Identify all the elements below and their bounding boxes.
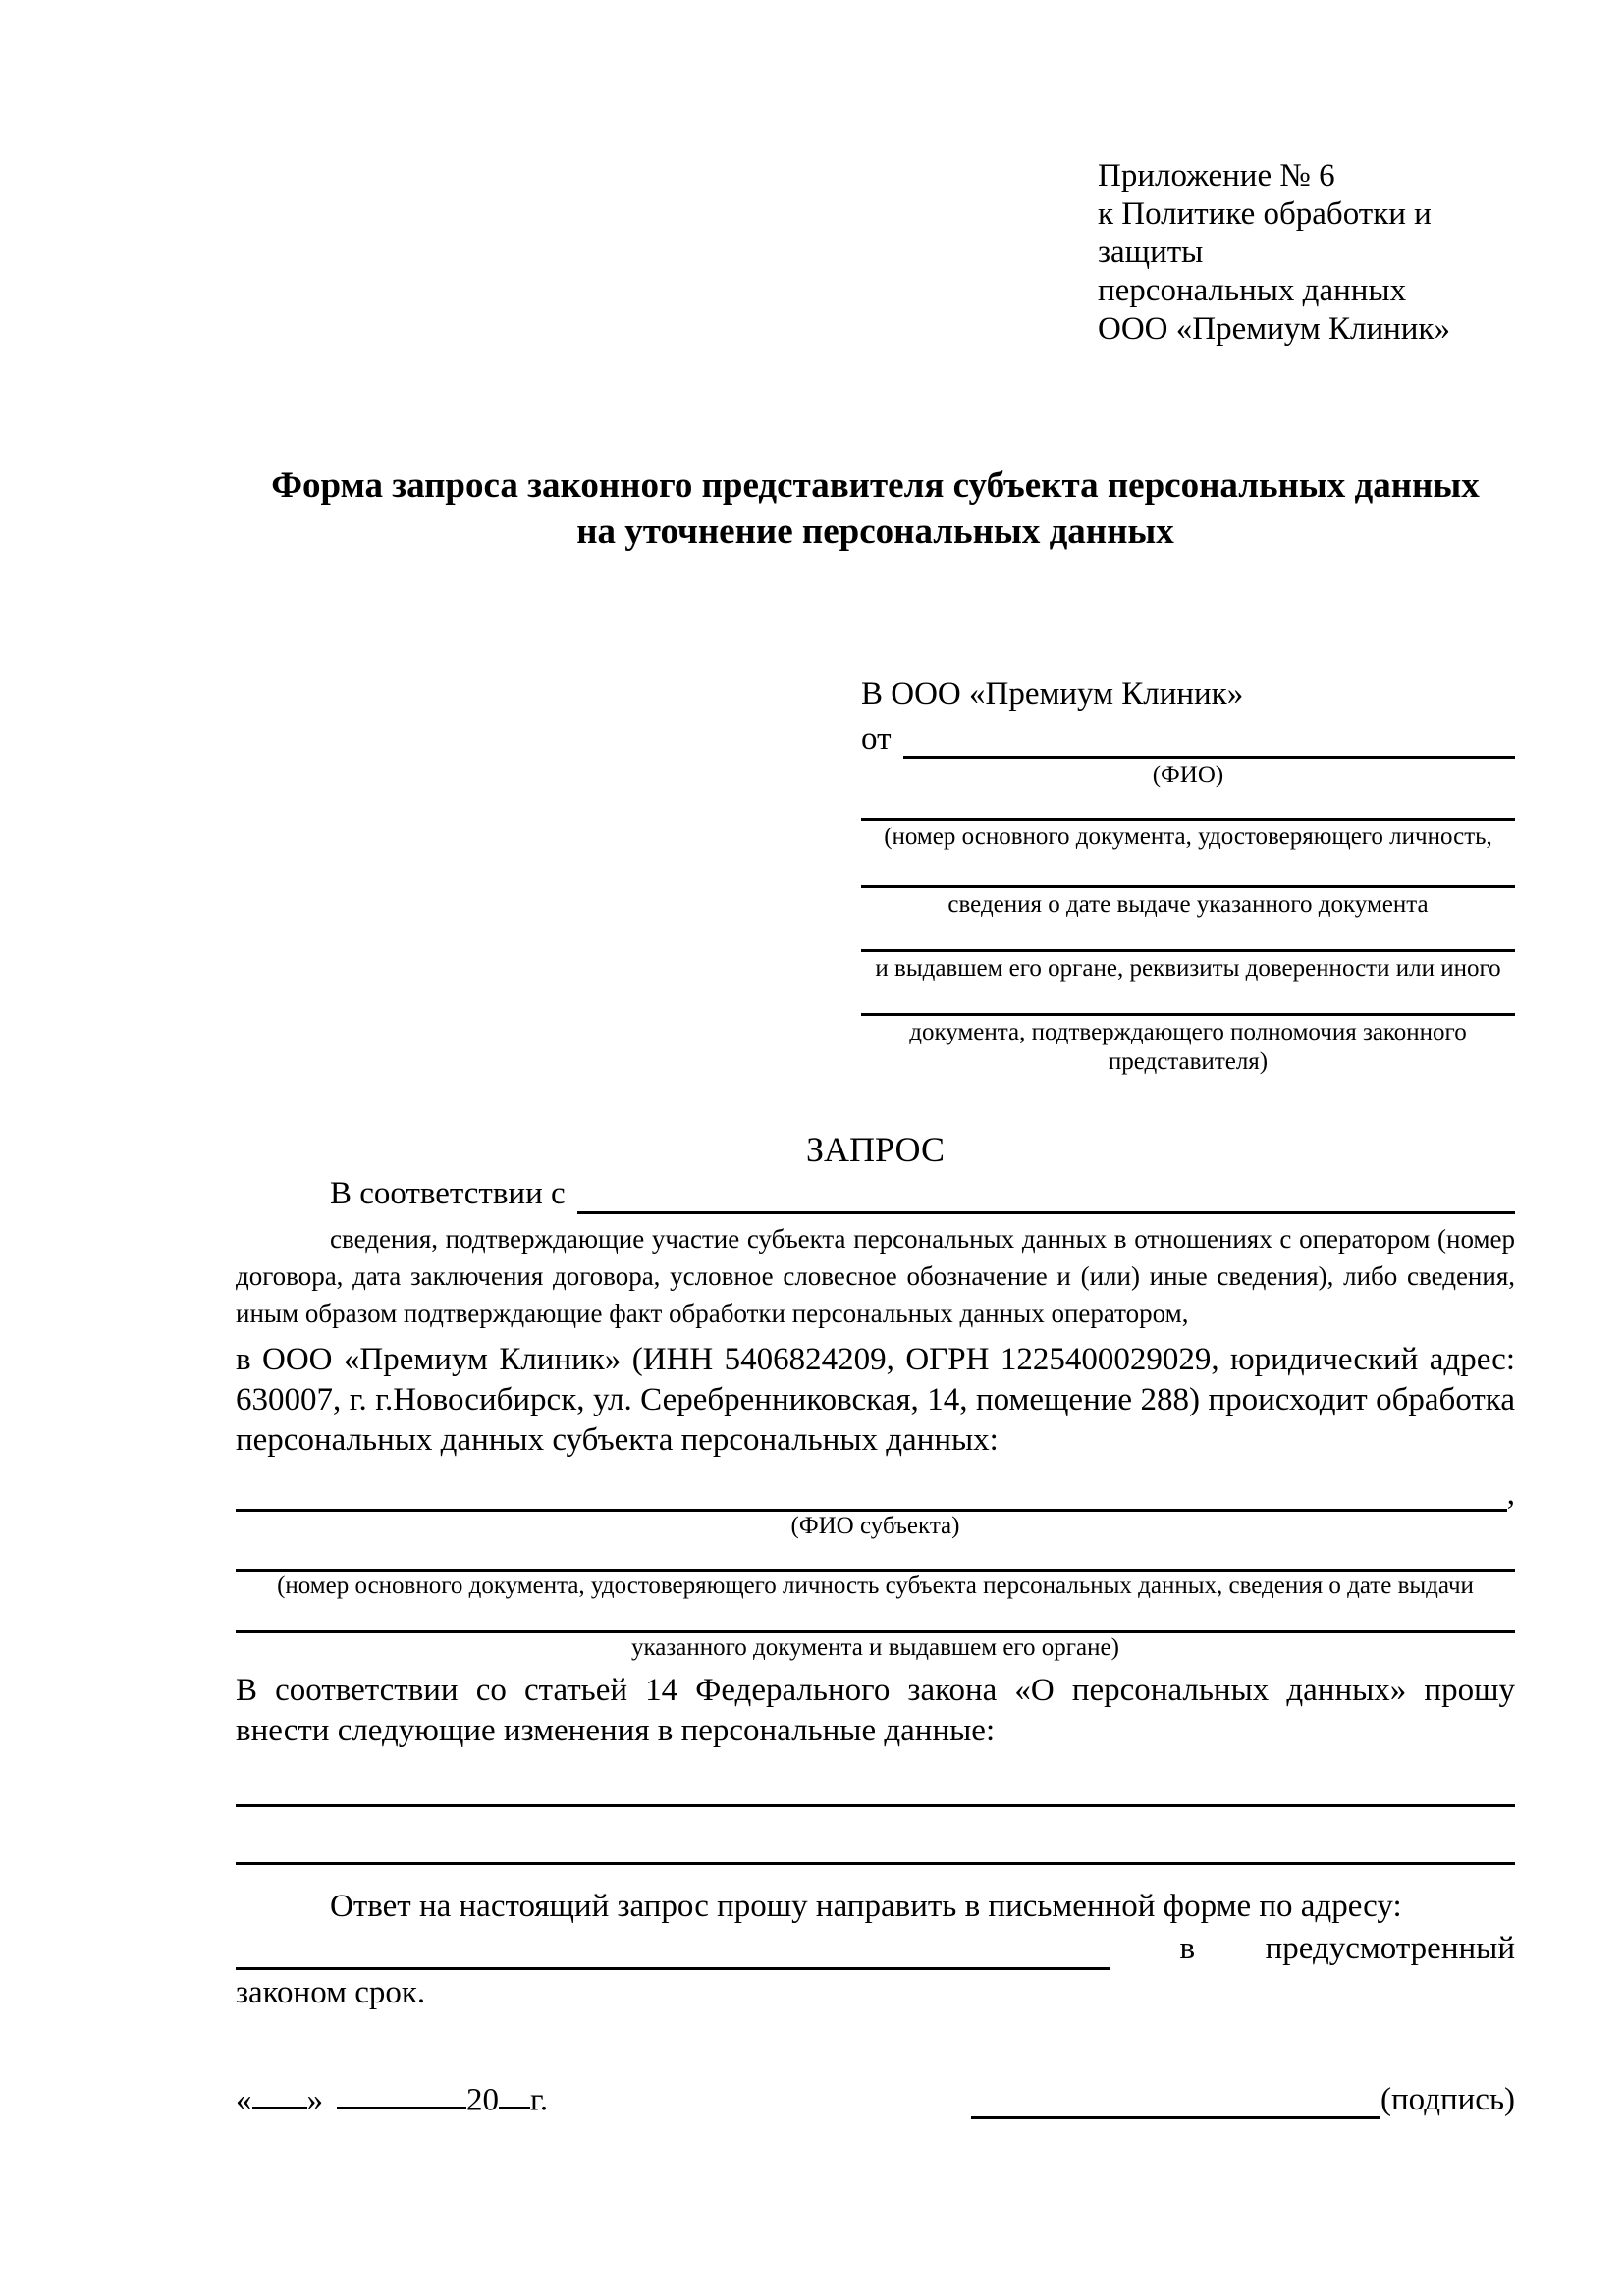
document-number-blank-line xyxy=(861,790,1515,821)
date-day-blank xyxy=(252,2076,307,2109)
accordance-blank-line xyxy=(577,1173,1515,1214)
date-field xyxy=(236,2076,548,2119)
request-heading: ЗАПРОС xyxy=(806,1130,945,1169)
signing-row xyxy=(236,2076,1515,2119)
issue-date-blank-line xyxy=(861,852,1515,888)
issuing-authority-caption: и выдавшем его органе, реквизиты доверенности или иного xyxy=(875,955,1501,982)
answer-term-text: законом срок. xyxy=(236,1975,426,2010)
article-14-paragraph: В соответствии со статьей 14 Федерального закона «О персональных данных» прошу внести следующие изменения в персональные данные: xyxy=(236,1673,1515,1748)
document-number-caption: (номер основного документа, удостоверяющего личность, xyxy=(884,824,1492,850)
subject-fio-caption: (ФИО субъекта) xyxy=(790,1513,960,1539)
document-title xyxy=(236,462,1515,555)
addressee-from-row xyxy=(861,720,1515,759)
appendix-line-2: к Политике обработки и защиты xyxy=(1098,196,1432,270)
appendix-line-1: Приложение № 6 xyxy=(1098,158,1335,193)
addressee-to: В ООО «Премиум Клиник» xyxy=(861,676,1244,712)
answer-word-in: в xyxy=(1179,1931,1196,1966)
fio-caption: (ФИО) xyxy=(1152,762,1224,788)
date-close-quote: » xyxy=(306,2082,323,2118)
signature-field xyxy=(971,2080,1515,2119)
answer-paragraph: Ответ на настоящий запрос прошу направить в письменной форме по адресу: xyxy=(330,1889,1402,1924)
signature-caption: (подпись) xyxy=(1380,2082,1515,2118)
document-title-line-2: на уточнение персональных данных xyxy=(576,511,1174,552)
subject-fio-comma: , xyxy=(1506,1476,1515,1512)
from-label: от xyxy=(861,721,892,757)
appendix-line-4: ООО «Премиум Клиник» xyxy=(1098,311,1450,347)
accordance-row xyxy=(236,1173,1515,1214)
document-title-line-1: Форма запроса законного представителя субъекта персональных данных xyxy=(271,465,1480,506)
subject-fio-row xyxy=(236,1476,1515,1512)
representative-authority-blank-line xyxy=(861,984,1515,1016)
appendix-line-3: персональных данных xyxy=(1098,273,1407,308)
answer-address-row xyxy=(236,1927,1515,1970)
representative-authority-caption: документа, подтверждающего полномочия законного представителя) xyxy=(909,1019,1467,1075)
subject-fio-blank-line xyxy=(236,1476,1507,1512)
date-year-blank xyxy=(499,2076,530,2109)
fio-blank-line xyxy=(903,720,1516,759)
date-year-prefix: 20 xyxy=(466,2082,499,2118)
issue-date-caption: сведения о дате выдаче указанного документа xyxy=(947,891,1429,918)
subject-document-blank-line xyxy=(236,1541,1515,1572)
issuing-authority-blank-line xyxy=(861,920,1515,952)
appendix-note xyxy=(1098,157,1515,348)
accordance-label: В соответствии с xyxy=(330,1176,566,1211)
signature-blank-line xyxy=(971,2086,1380,2119)
footnote-text: сведения, подтверждающие участие субъекта персональных данных в отношениях с оператором (номер договора, дата заключения договора, условное словесное обозначение и (или) иные сведения), либо сведения, иным образом подтверждающие факт обработки персональных данных оператором, xyxy=(236,1224,1515,1328)
subject-document-caption: (номер основного документа, удостоверяющего личность субъекта персональных данных, сведения о дате выдачи xyxy=(277,1573,1474,1599)
addressee-block xyxy=(861,674,1515,1077)
operator-paragraph: в ООО «Премиум Клиник» (ИНН 5406824209, ОГРН 1225400029029, юридический адрес: 630007, г. г.Новосибирск, ул. Серебренниковская, 14, помещение 288) происходит обработка персональных данных субъекта персональных данных: xyxy=(236,1342,1515,1458)
date-open-quote: « xyxy=(236,2082,252,2118)
answer-address-blank-line xyxy=(236,1932,1110,1970)
changes-blank-line-2 xyxy=(236,1807,1515,1865)
date-year-suffix: г. xyxy=(530,2082,549,2118)
subject-document-issuer-blank-line xyxy=(236,1601,1515,1633)
date-month-blank xyxy=(337,2076,466,2109)
changes-blank-line-1 xyxy=(236,1751,1515,1807)
answer-word-provided: предусмотренный xyxy=(1265,1931,1515,1966)
subject-document-issuer-caption: указанного документа и выдавшем его органе) xyxy=(631,1634,1119,1661)
